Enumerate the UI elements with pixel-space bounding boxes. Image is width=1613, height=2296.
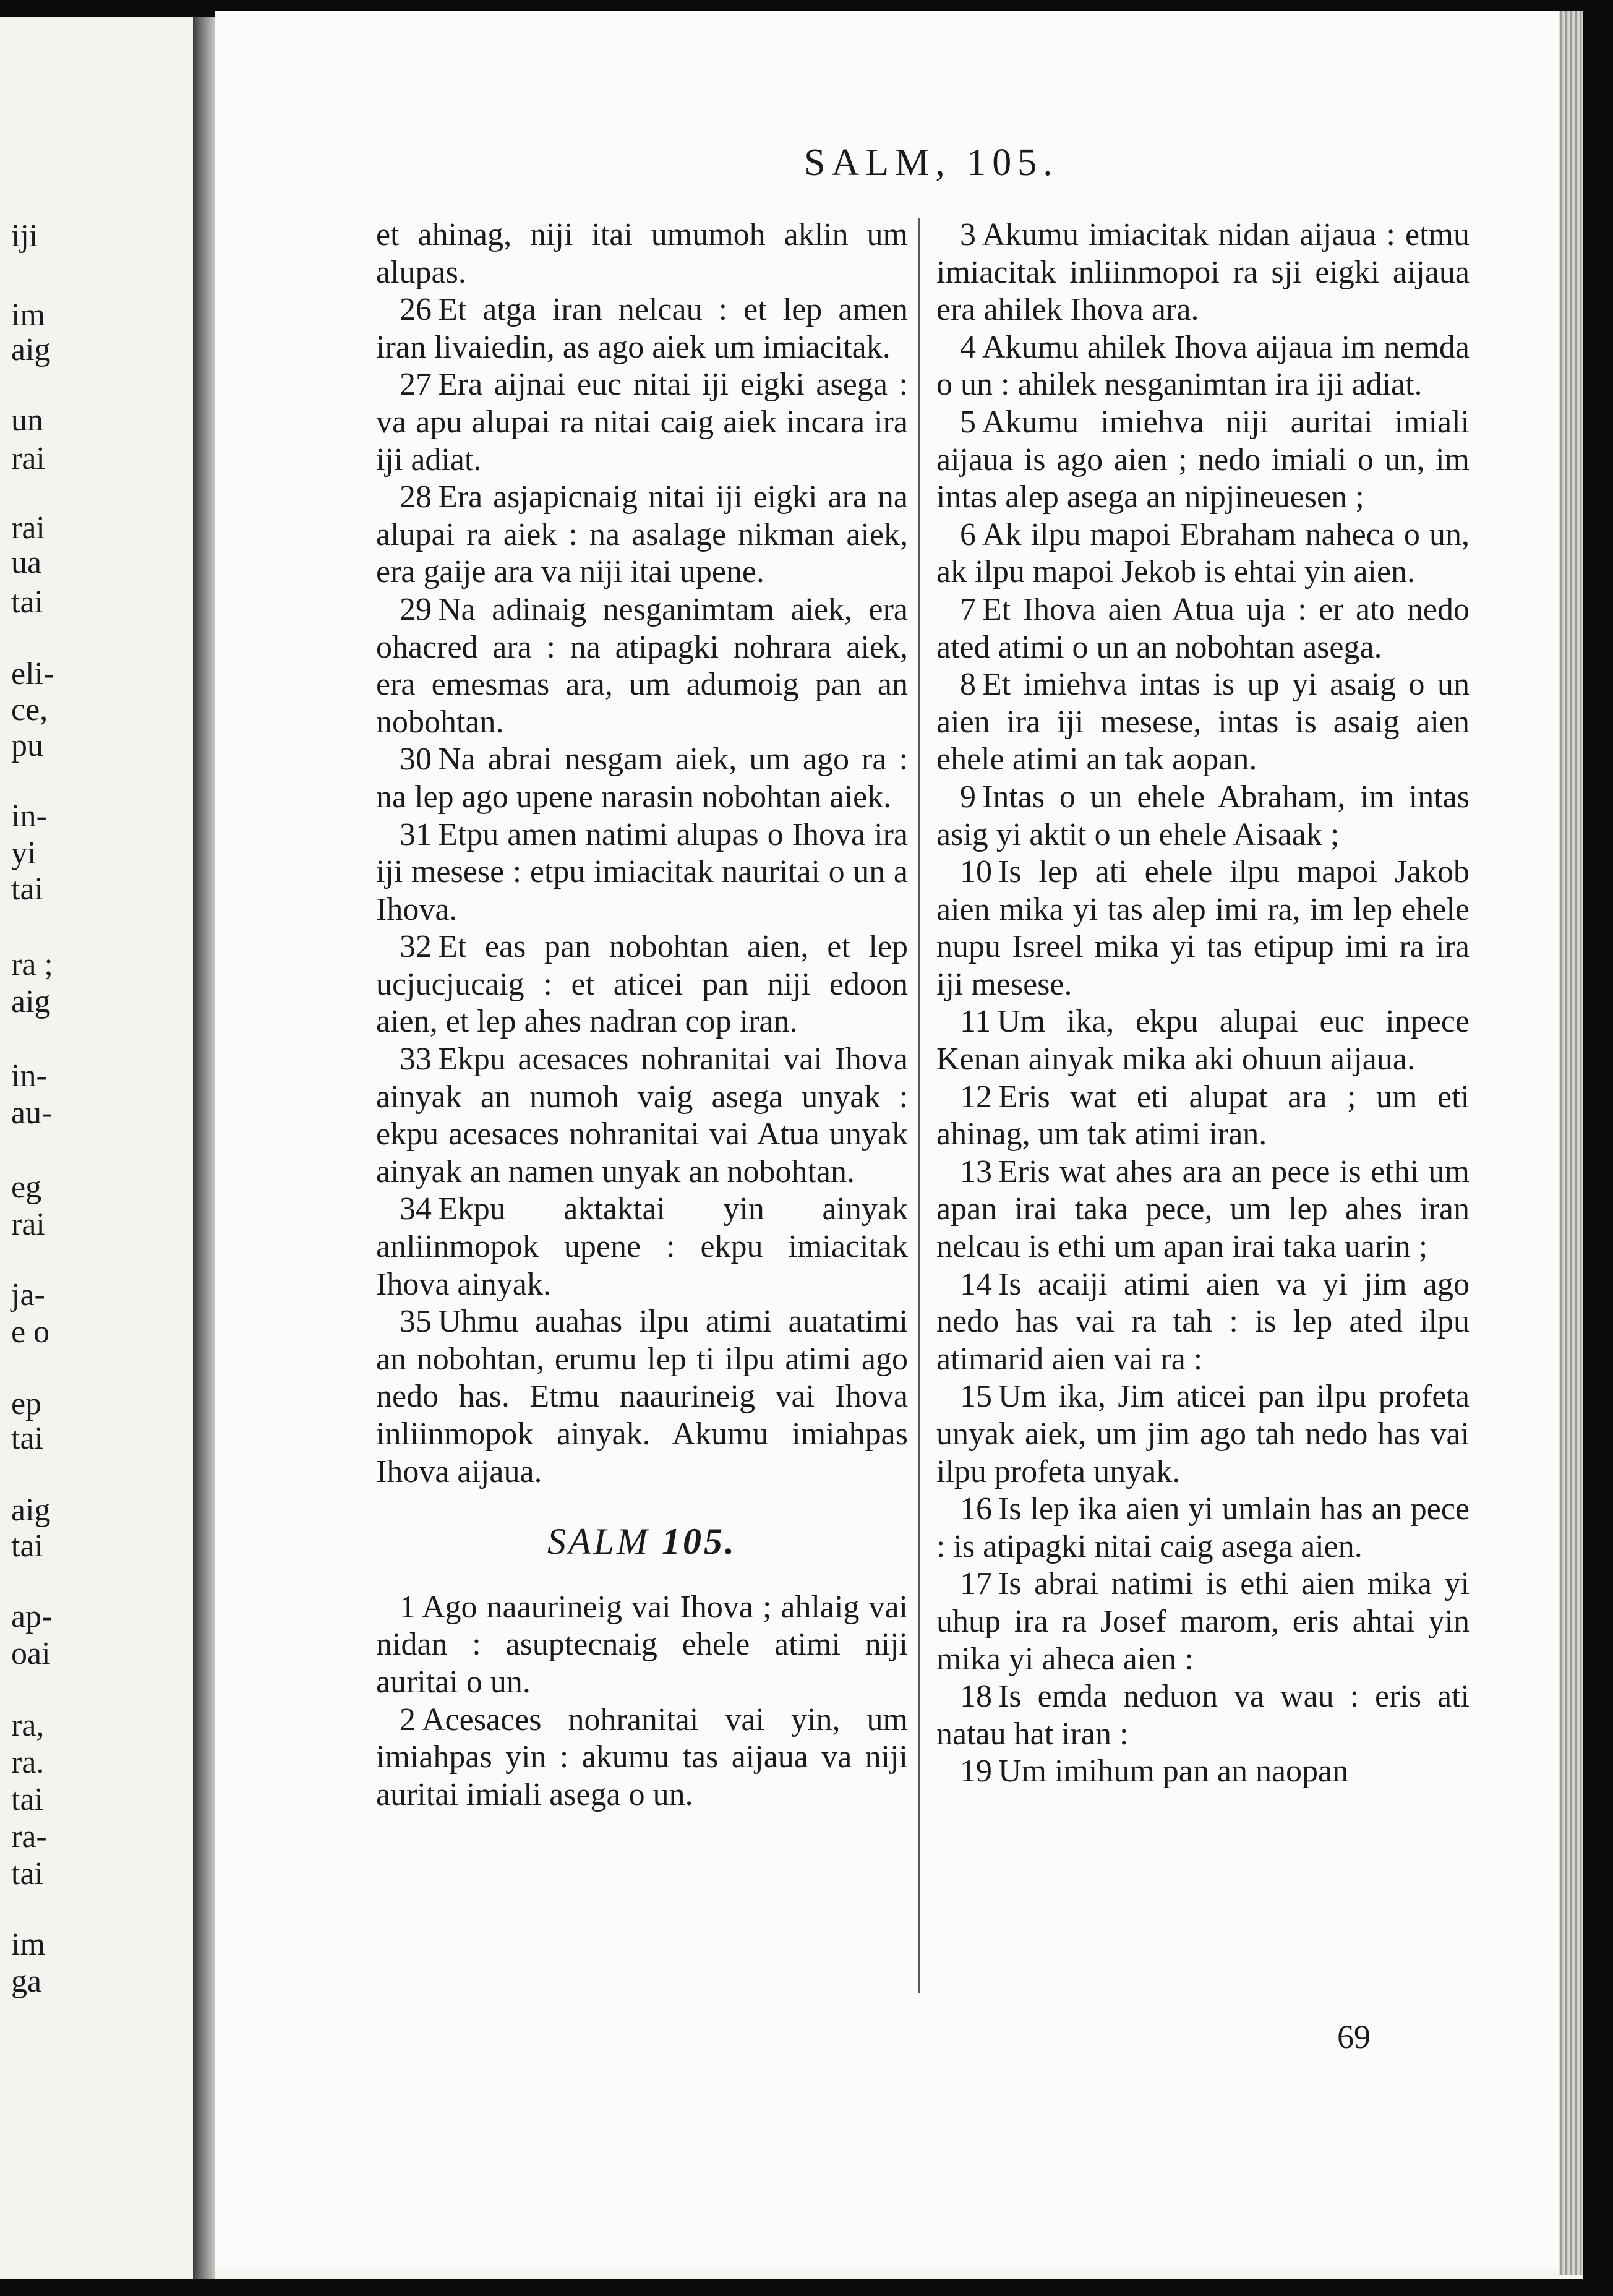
psalm-heading-number: 105.	[662, 1521, 737, 1562]
verse-text: Akumu imiacitak nidan aijaua : etmu imiacitak inliinmopoi ra sji eigki aijaua era ahilek Ihova ara.	[936, 217, 1470, 328]
left-page-fragment-text: aig	[11, 984, 51, 1019]
verse-number: 27	[400, 367, 432, 403]
verse	[936, 404, 1470, 516]
verse-text: Et imiehva intas is up yi asaig o un aien ira iji mesese, intas is asaig aien ehele atimi an tak aopan.	[936, 667, 1470, 777]
verse-text: Um imihum pan an naopan	[998, 1754, 1349, 1789]
verse-text: Acesaces nohranitai vai yin, um imiahpas yin : akumu tas aijaua va niji auritai imiali asega o un.	[376, 1702, 908, 1812]
left-page-fragment-text: ap-	[11, 1599, 53, 1634]
verse-number: 26	[400, 292, 432, 328]
left-page-fragment-text: aig	[11, 1493, 51, 1528]
verse	[936, 1753, 1470, 1791]
verse	[936, 216, 1470, 329]
verse-continuation: et ahinag, niji itai umumoh aklin um alupas.	[376, 217, 908, 290]
verse-number: 16	[960, 1491, 992, 1527]
book-gutter	[193, 17, 215, 2279]
verse-number: 8	[960, 667, 976, 703]
left-page-fragment-text: im	[11, 1927, 45, 1962]
verse-text: Etpu amen natimi alupas o Ihova ira iji mesese : etpu imiacitak nauritai o un a Ihova.	[376, 816, 908, 927]
verse-text: Et eas pan nobohtan aien, et lep ucjucjucaig : et aticei pan niji edoon aien, et lep ahes nadran cop iran.	[376, 929, 908, 1040]
verse-text: Eris wat eti alupat ara ; um eti ahinag, um tak atimi iran.	[936, 1079, 1470, 1152]
verse-text: Intas o un ehele Abraham, im intas asig yi aktit o un ehele Aisaak ;	[936, 779, 1470, 852]
left-page-fragment-text: ra.	[11, 1745, 45, 1780]
verse-number: 6	[960, 516, 976, 552]
verse-text: Et Ihova aien Atua uja : er ato nedo ated atimi o un an nobohtan asega.	[936, 591, 1470, 665]
left-page-fragment-text: in-	[11, 799, 47, 834]
verse-number: 32	[400, 929, 432, 965]
verse-text: Era asjapicnaig nitai iji eigki ara na alupai ra aiek : na asalage nikman aiek, era gaije ara va niji itai upene.	[376, 479, 908, 590]
running-header: SALM, 105.	[804, 142, 1059, 184]
verse	[376, 291, 908, 366]
verse-number: 2	[400, 1702, 416, 1737]
verse-number: 18	[960, 1679, 992, 1715]
verse-text: Na adinaig nesganimtam aiek, era ohacred ara : na atipagki nohrara aiek, era emesmas ara, um adumoig pan an nobohtan.	[376, 591, 908, 740]
verse-number: 13	[960, 1154, 992, 1189]
left-page-fragment-text: tai	[11, 872, 43, 907]
left-page-fragment-text: tai	[11, 1528, 43, 1564]
verse	[936, 666, 1470, 779]
page-edge	[1559, 11, 1583, 2275]
psalm-heading	[376, 1523, 908, 1561]
verse-number: 35	[400, 1304, 432, 1340]
verse	[376, 741, 908, 816]
left-page-fragment-text: ra-	[11, 1819, 47, 1854]
left-page-fragment-text: iji	[11, 218, 38, 254]
verse-number: 17	[960, 1566, 992, 1602]
verse-number: 4	[960, 329, 976, 365]
verse	[936, 779, 1470, 854]
left-page-fragment-text: in-	[11, 1058, 47, 1094]
verse-text: Akumu imiehva niji auritai imiali aijaua is ago aien ; nedo imiali o un, im intas alep asega an nipjineuesen ;	[936, 404, 1470, 515]
verse	[936, 1678, 1470, 1753]
verse-text: Era aijnai euc nitai iji eigki asega : va apu alupai ra nitai caig aiek incara ira iji adiat.	[376, 367, 908, 478]
verse-text: Is acaiji atimi aien va yi jim ago nedo has vai ra tah : is lep ated ilpu atimarid aien vai ra :	[936, 1266, 1470, 1377]
verse-number: 12	[960, 1079, 992, 1115]
left-page-fragment-text: rai	[11, 510, 45, 546]
left-page-fragment-text: im	[11, 298, 45, 333]
verse	[936, 854, 1470, 1003]
verse-number: 10	[960, 854, 992, 890]
verse-number: 9	[960, 779, 976, 815]
verse	[376, 366, 908, 479]
left-page-fragment-text: ra ;	[11, 947, 53, 982]
verse-text: Is lep ika aien yi umlain has an pece : is atipagki nitai caig asega aien.	[936, 1491, 1470, 1564]
right-text-column	[936, 216, 1470, 1791]
verse-text: Ago naaurineig vai Ihova ; ahlaig vai nidan : asuptecnaig ehele atimi niji auritai o un.	[376, 1589, 908, 1700]
psalm-heading-label: SALM	[547, 1521, 650, 1562]
verse	[936, 1491, 1470, 1566]
page-number: 69	[1337, 2018, 1371, 2055]
verse-text: Na abrai nesgam aiek, um ago ra : na lep ago upene narasin nobohtan aiek.	[376, 742, 908, 815]
verse-number: 11	[960, 1004, 991, 1040]
verse	[376, 591, 908, 741]
verse	[936, 591, 1470, 666]
left-page-fragment-text: ga	[11, 1964, 42, 1999]
verse	[376, 1191, 908, 1303]
left-page-fragment-text: ra,	[11, 1708, 45, 1743]
verse	[936, 1378, 1470, 1491]
verse-text: Um ika, ekpu alupai euc inpece Kenan ainyak mika aki ohuun aijaua.	[936, 1004, 1470, 1077]
verse-number: 1	[400, 1589, 416, 1625]
left-page-fragment-text: ep	[11, 1386, 42, 1421]
left-page-fragment-text: yi	[11, 836, 36, 871]
verse	[376, 816, 908, 929]
verse-number: 15	[960, 1379, 992, 1415]
verse-number: 31	[400, 816, 432, 852]
left-page-fragment-text: rai	[11, 1207, 45, 1242]
verse-text: Et atga iran nelcau : et lep amen iran livaiedin, as ago aiek um imiacitak.	[376, 292, 908, 365]
verse-number: 5	[960, 404, 976, 440]
verse	[936, 1079, 1470, 1154]
verse	[936, 1566, 1470, 1678]
verse	[936, 516, 1470, 591]
verse-text: Is emda neduon va wau : eris ati natau hat iran :	[936, 1679, 1470, 1752]
verse-number: 28	[400, 479, 432, 515]
scan-border-right	[1583, 0, 1613, 2296]
verse-number: 19	[960, 1754, 992, 1789]
verse	[376, 1702, 908, 1814]
left-page-fragment	[0, 17, 193, 2279]
verse	[936, 1154, 1470, 1266]
verse-text: Ekpu aktaktai yin ainyak anliinmopok upene : ekpu imiacitak Ihova ainyak.	[376, 1191, 908, 1302]
verse-text: Eris wat ahes ara an pece is ethi um apan irai taka pece, um lep ahes iran nelcau is ethi um apan irai taka uarin ;	[936, 1154, 1470, 1265]
left-page-fragment-text: ja-	[11, 1277, 45, 1313]
verse-text: Is lep ati ehele ilpu mapoi Jakob aien mika yi tas alep imi ra, im lep ehele nupu Isreel mika yi tas etipup imi ra ira iji mesese.	[936, 854, 1470, 1002]
verse-number: 33	[400, 1042, 432, 1077]
verse-number: 7	[960, 591, 976, 627]
verse	[936, 1003, 1470, 1078]
verse	[936, 1266, 1470, 1379]
left-page-fragment-text: tai	[11, 1782, 43, 1817]
verse-number: 29	[400, 591, 432, 627]
left-page-fragment-text: ce,	[11, 692, 48, 727]
left-page-fragment-text: e o	[11, 1314, 50, 1350]
verse-text: Is abrai natimi is ethi aien mika yi uhup ira ra Josef marom, eris ahtai yin mika yi aheca aien :	[936, 1566, 1470, 1677]
verse-text: Ekpu acesaces nohranitai vai Ihova ainyak an numoh vaig asega unyak : ekpu acesaces nohranitai vai Atua unyak ainyak an namen unyak an nobohtan.	[376, 1042, 908, 1189]
left-page-fragment-text: oai	[11, 1636, 51, 1671]
left-page-fragment-text: eli-	[11, 656, 54, 692]
left-page-fragment-text: ua	[11, 545, 42, 580]
verse	[376, 1303, 908, 1491]
verse	[376, 479, 908, 591]
left-page-fragment-text: eg	[11, 1170, 42, 1205]
left-page-fragment-text: un	[11, 403, 43, 438]
verse-text: Uhmu auahas ilpu atimi auatatimi an nobohtan, erumu lep ti ilpu atimi ago nedo has. Etmu naaurineig vai Ihova inliinmopok ainyak. Akumu imiahpas Ihova aijaua.	[376, 1304, 908, 1489]
verse-number: 14	[960, 1266, 992, 1302]
verse-number: 30	[400, 742, 432, 777]
left-page-fragment-text: rai	[11, 441, 45, 476]
verse-text: Ak ilpu mapoi Ebraham naheca o un, ak ilpu mapoi Jekob is ehtai yin aien.	[936, 516, 1470, 590]
column-divider	[918, 218, 920, 1993]
verse-text: Um ika, Jim aticei pan ilpu profeta unyak aiek, um jim ago tah nedo has vai ilpu profeta unyak.	[936, 1379, 1470, 1489]
scan-border-bottom	[0, 2279, 1613, 2296]
verse	[376, 1041, 908, 1191]
verse	[376, 1589, 908, 1702]
left-page-fragment-text: tai	[11, 1421, 43, 1456]
left-page-fragment-text: tai	[11, 1856, 43, 1891]
verse-number: 34	[400, 1191, 432, 1227]
verse-text: Akumu ahilek Ihova aijaua im nemda o un : ahilek nesganimtan ira iji adiat.	[936, 329, 1470, 403]
left-page-fragment-text: pu	[11, 728, 43, 763]
left-text-column	[376, 216, 908, 1814]
verse-number: 3	[960, 217, 976, 252]
verse	[936, 329, 1470, 404]
left-page-fragment-text: au-	[11, 1095, 53, 1131]
left-page-fragment-text: tai	[11, 585, 43, 620]
verse	[376, 928, 908, 1041]
left-page-fragment-text: aig	[11, 332, 51, 367]
